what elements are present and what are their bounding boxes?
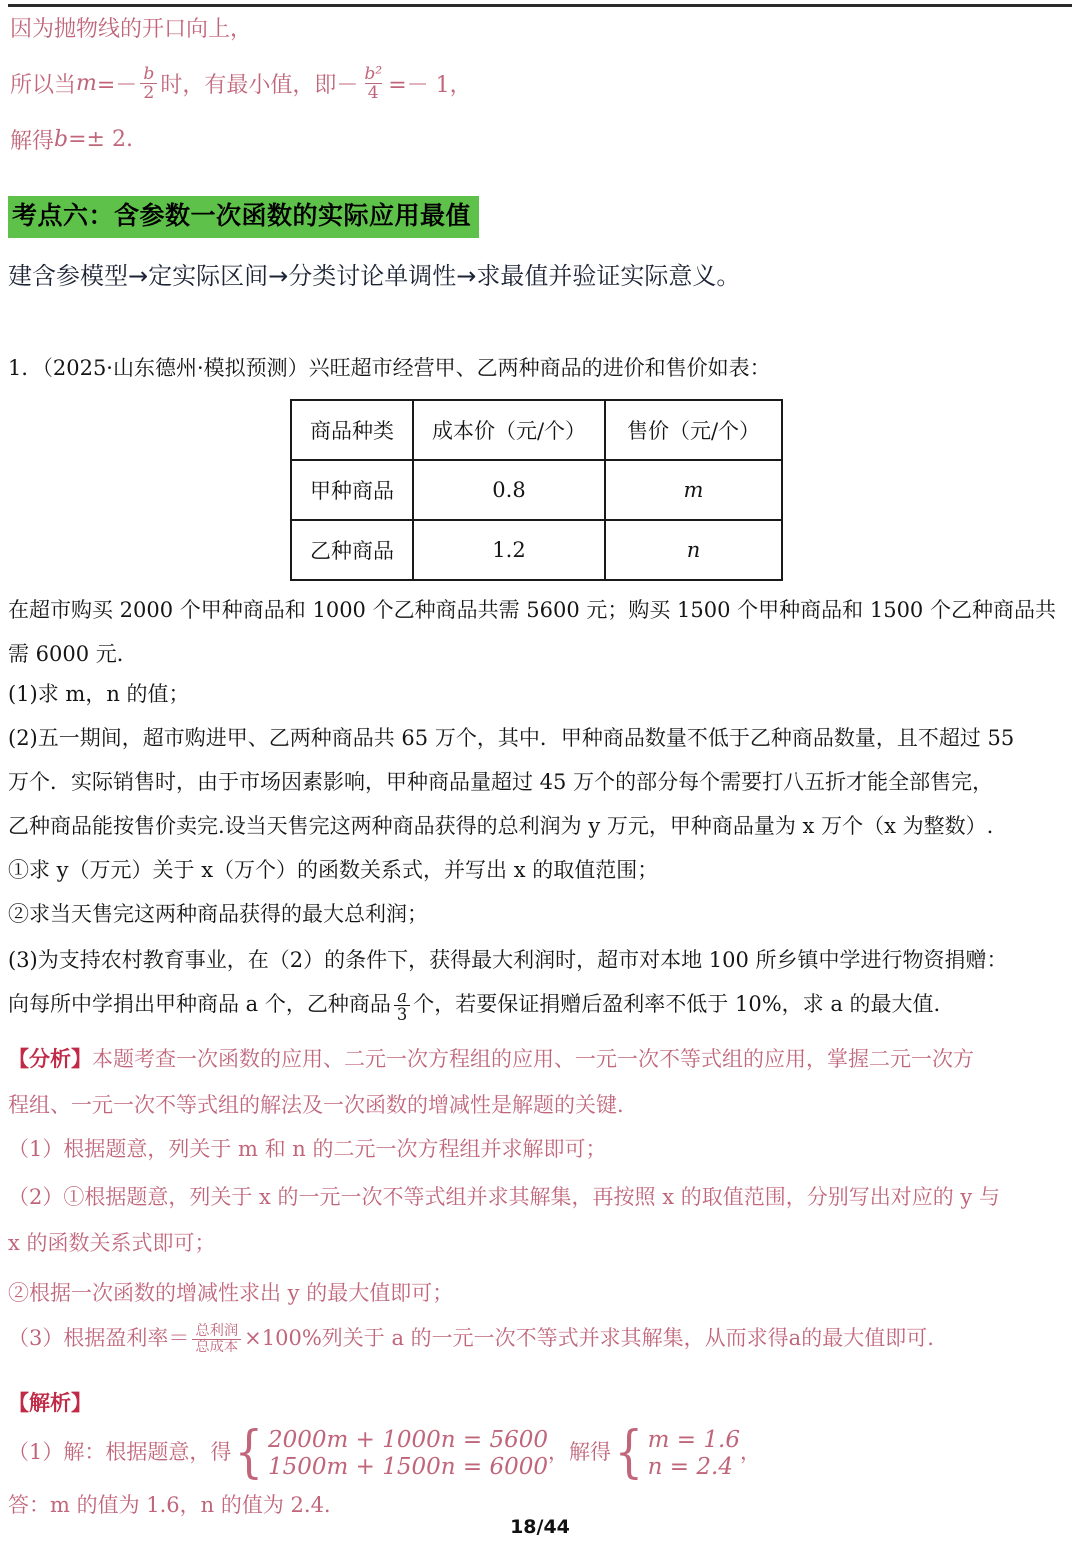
top-line-3: [10, 124, 1050, 155]
section-heading-highlighted: 考点六：含参数一次函数的实际应用最值: [8, 196, 479, 238]
equation-result: [611, 1420, 740, 1486]
equation-lines: [268, 1427, 548, 1480]
table-row: [291, 520, 782, 580]
question-part-1: [8, 672, 1072, 716]
paragraph-line: 在超市购买 2000 个甲种商品和 1000 个乙种商品共需 5600 元；购买 1500 个甲种商品和 1500 个乙种商品共: [8, 598, 1056, 622]
question-part-2-sub-2: [8, 892, 1072, 936]
solution-mid-text: ，解得: [548, 1440, 612, 1464]
equation-line: 1500m + 1500n = 6000: [268, 1453, 549, 1480]
top-line-2-eq: =－: [96, 73, 138, 98]
paragraph-line: (1)求 m，n 的值；: [8, 682, 190, 706]
paragraph-line: ①求 y（万元）关于 x（万个）的函数关系式，并写出 x 的取值范围；: [8, 858, 659, 882]
paragraph-line: (2)五一期间，超市购进甲、乙两种商品共 65 万个，其中．甲种商品数量不低于乙种商品数量，且不超过 55: [8, 726, 1015, 750]
solution-trailing-comma: ，: [739, 1440, 761, 1464]
equation-line: 2000m + 1000n = 5600: [268, 1426, 549, 1453]
previous-problem-continuation: [10, 12, 1050, 177]
paragraph-line: 需 6000 元．: [8, 642, 138, 666]
top-line-2: [10, 65, 1050, 102]
paragraph-line: ②求当天售完这两种商品获得的最大总利润；: [8, 902, 428, 926]
item4-text-after-fraction: ×100%列关于 a 的一元一次不等式并求其解集，从而求得a的最大值即可.: [244, 1326, 934, 1350]
fraction-b2-over-4: [361, 65, 385, 102]
table-header-row: [291, 400, 782, 460]
paragraph-line: x 的函数关系式即可；: [8, 1231, 216, 1255]
fraction-b-over-2: [140, 65, 157, 102]
part3-text-before-fraction: 向每所中学捐出甲种商品 a 个，乙种商品: [8, 992, 391, 1016]
fraction-denominator: 3: [394, 1005, 410, 1023]
paragraph-line: [8, 1420, 1072, 1484]
table-cell: 1.2: [413, 520, 605, 580]
analysis-item-1: [8, 1126, 1072, 1172]
table-header-cell: 成本价（元/个）: [413, 400, 605, 460]
section-subheading: 建含参模型→定实际区间→分类讨论单调性→求最值并验证实际意义。: [8, 262, 741, 290]
top-line-3-prefix: 解得: [10, 129, 55, 154]
table-header-cell: 售价（元/个）: [605, 400, 782, 460]
fraction-numerator: 总利润: [195, 1323, 239, 1340]
paragraph-line: 答：m 的值为 1.6，n 的值为 2.4.: [8, 1493, 331, 1517]
price-table: [290, 399, 783, 581]
table-header-cell: 商品种类: [291, 400, 413, 460]
variable-b: b: [54, 127, 69, 152]
analysis-item-4: [8, 1310, 1072, 1366]
fraction-denominator: 总成本: [192, 1339, 241, 1355]
paragraph-line: （2）①根据题意，列关于 x 的一元一次不等式组并求其解集，再按照 x 的取值范围，分别写出对应的 y 与: [8, 1185, 1000, 1209]
fraction-profit-over-cost: [192, 1324, 241, 1355]
paragraph-line: (3)为支持农村教育事业，在（2）的条件下，获得最大利润时，超市对本地 100 所乡镇中学进行物资捐赠：: [8, 948, 1008, 972]
question-part-2: [8, 716, 1072, 848]
result-line: n = 2.4: [647, 1453, 733, 1480]
paragraph-line: [8, 982, 1072, 1026]
part3-text-after-fraction: 个，若要保证捐赠后盈利率不低于 10%，求 a 的最大值.: [413, 992, 941, 1016]
top-line-1: [10, 12, 1050, 43]
left-brace-glyph: {: [234, 1420, 264, 1486]
question-intro: 1．（2025·山东德州·模拟预测）兴旺超市经营甲、乙两种商品的进价和售价如表：: [8, 356, 771, 380]
fraction-numerator: b: [143, 64, 155, 84]
left-brace-glyph: {: [614, 1420, 644, 1486]
table-row: [291, 460, 782, 520]
top-line-3-suffix: =± 2.: [68, 127, 133, 152]
solution-lead-text: （1）解：根据题意，得: [8, 1440, 232, 1464]
fraction2-denominator: 4: [365, 83, 382, 102]
question-part-3: [8, 938, 1072, 1026]
table-cell: 乙种商品: [291, 520, 413, 580]
result-line: m = 1.6: [647, 1426, 740, 1453]
top-line-1-text: 因为抛物线的开口向上，: [10, 17, 253, 42]
analysis-first-line: [8, 1036, 1072, 1082]
paragraph-line: 乙种商品能按售价卖完.设当天售完这两种商品获得的总利润为 y 万元，甲种商品量为 x 万个（x 为整数）.: [8, 814, 994, 838]
fraction-numerator: a: [397, 986, 407, 1006]
analysis-item-2: [8, 1174, 1072, 1266]
solution-step-1: [8, 1420, 1072, 1484]
page-number: 18/44: [510, 1516, 570, 1538]
result-lines: [648, 1427, 740, 1480]
top-line-2-mid: 时，有最小值，即－: [160, 73, 359, 98]
fraction-a-over-3: [394, 988, 410, 1023]
paragraph-line: ②根据一次函数的增减性求出 y 的最大值即可；: [8, 1281, 454, 1305]
table-cell: m: [605, 460, 782, 520]
paragraph-line: 万个．实际销售时，由于市场因素影响，甲种商品量超过 45 万个的部分每个需要打八五折才能全部售完，: [8, 770, 994, 794]
variable-m: m: [76, 71, 97, 96]
paragraph-line: [8, 1310, 1072, 1366]
question-part-2-sub-1: [8, 848, 1072, 892]
top-line-2-prefix: 所以当: [10, 73, 77, 98]
paragraph-line: 本题考查一次函数的应用、二元一次方程组的应用、一元一次不等式组的应用，掌握二元一次方: [92, 1047, 974, 1071]
analysis-tag: 【分析】: [8, 1046, 92, 1071]
table-cell: 0.8: [413, 460, 605, 520]
equation-system: [231, 1420, 549, 1486]
paragraph-line: 程组、一元一次不等式组的解法及一次函数的增减性是解题的关键.: [8, 1093, 624, 1117]
top-divider-rule: [8, 4, 1072, 7]
table-cell: 甲种商品: [291, 460, 413, 520]
fraction2-numerator: b²: [364, 64, 383, 84]
paragraph-line: （1）根据题意，列关于 m 和 n 的二元一次方程组并求解即可；: [8, 1137, 607, 1161]
question-paragraph-1: [8, 588, 1072, 676]
price-table-wrapper: [290, 399, 783, 581]
solution-tag: 【解析】: [8, 1390, 92, 1415]
item4-text-before-fraction: （3）根据盈利率＝: [8, 1326, 190, 1350]
table-cell: n: [605, 520, 782, 580]
top-line-2-suffix: =－ 1，: [388, 73, 472, 98]
fraction-denominator: 2: [140, 83, 157, 102]
analysis-block: [8, 1036, 1072, 1128]
